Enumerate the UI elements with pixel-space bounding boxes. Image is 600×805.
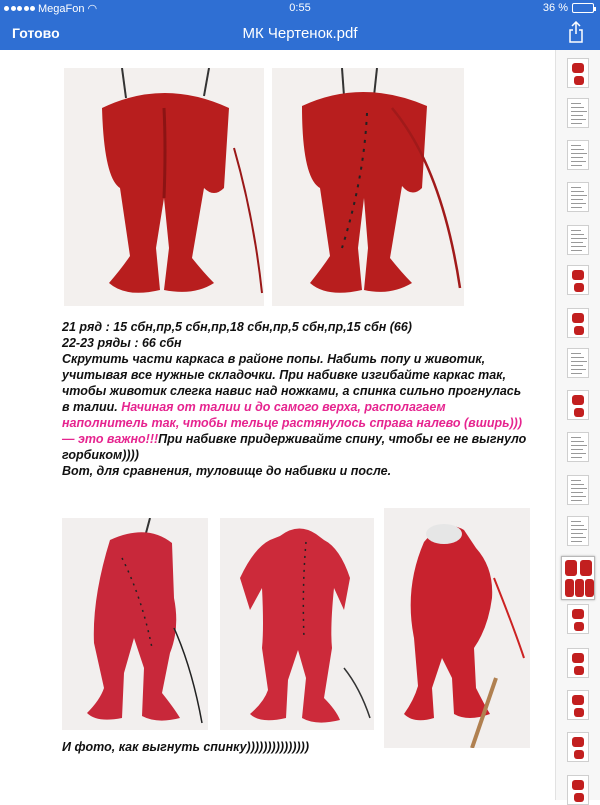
thumbnail-photo	[572, 270, 584, 280]
thumbnail-photo	[572, 63, 584, 73]
thumbnail-text-line	[571, 191, 584, 192]
photo-legs-front	[64, 68, 264, 306]
page-thumbnail[interactable]	[567, 432, 589, 462]
carrier-name: MegaFon	[38, 2, 85, 15]
thumbnail-text-line	[571, 369, 586, 370]
toy-legs-front-image	[64, 68, 264, 306]
page-thumbnail[interactable]	[567, 390, 589, 420]
photo-legs-back	[272, 68, 464, 306]
thumbnail-photo	[572, 313, 584, 323]
thumbnail-text-line	[571, 153, 587, 154]
thumbnail-text-line	[571, 161, 586, 162]
thumbnail-text-line	[571, 500, 582, 501]
page-thumbnail[interactable]	[567, 348, 589, 378]
thumbnail-text-line	[571, 533, 583, 534]
photo-torso-after	[220, 518, 374, 730]
thumbnail-text-line	[571, 103, 581, 104]
instruction-text	[62, 319, 532, 479]
thumbnail-text-line	[571, 242, 583, 243]
nav-bar	[0, 16, 600, 50]
page-thumbnail[interactable]	[567, 140, 589, 170]
thumbnail-text-line	[571, 365, 583, 366]
thumbnail-photo	[572, 695, 584, 705]
document-title: МК Чертенок.pdf	[242, 25, 358, 42]
thumbnail-photo	[572, 780, 584, 790]
pdf-page[interactable]	[0, 50, 555, 800]
page-thumbnail[interactable]	[567, 265, 589, 295]
thumbnail-photo	[574, 666, 584, 675]
toy-torso-before-image	[62, 518, 208, 730]
thumbnail-text-line	[571, 107, 584, 108]
thumbnail-photo	[565, 560, 577, 576]
page-thumbnail[interactable]	[567, 690, 589, 720]
thumbnail-text-line	[571, 230, 581, 231]
thumbnail-text-line	[571, 246, 586, 247]
thumbnail-text-line	[571, 525, 584, 526]
thumbnail-text-line	[571, 195, 587, 196]
thumbnail-photo	[574, 708, 584, 717]
thumbnail-text-line	[571, 437, 581, 438]
thumbnail-photo	[574, 283, 584, 292]
thumbnail-text-line	[571, 234, 584, 235]
thumbnail-photo	[572, 653, 584, 663]
thumbnail-photo	[585, 579, 594, 597]
thumbnail-photo	[574, 622, 584, 631]
thumbnail-photo	[572, 609, 584, 619]
battery-indicator	[543, 2, 594, 14]
thumbnail-text-line	[571, 445, 587, 446]
battery-percent: 36 %	[542, 2, 568, 14]
thumbnail-text-line	[571, 250, 582, 251]
stuffing-instructions	[62, 351, 532, 463]
thumbnail-text-line	[571, 157, 583, 158]
thumbnail-text-line	[571, 484, 584, 485]
thumbnail-text-line	[571, 357, 584, 358]
page-thumbnail[interactable]	[567, 475, 589, 505]
thumbnail-text-line	[571, 373, 582, 374]
photo-torso-before	[62, 518, 208, 730]
status-time: 0:55	[289, 2, 311, 14]
thumbnail-text-line	[571, 203, 586, 204]
thumbnail-text-line	[571, 123, 582, 124]
thumbnail-text-line	[571, 521, 581, 522]
thumbnail-photo	[574, 326, 584, 335]
thumbnail-text-line	[571, 541, 582, 542]
thumbnail-text-line	[571, 207, 582, 208]
page-thumbnail[interactable]	[561, 556, 595, 600]
page-thumbnail-sidebar[interactable]	[555, 50, 600, 800]
stuffing-text-part2: При набивке придерживайте спину, чтобы ее не выгнуло горбиком))))	[62, 432, 527, 462]
thumbnail-photo	[565, 579, 574, 597]
thumbnail-text-line	[571, 238, 587, 239]
thumbnail-text-line	[571, 353, 581, 354]
row-21-text: 21 ряд : 15 сбн,пр,5 сбн,пр,18 сбн,пр,5 сбн,пр,15 сбн (66)	[62, 320, 412, 334]
thumbnail-text-line	[571, 165, 582, 166]
thumbnail-photo	[574, 76, 584, 85]
toy-torso-side-image	[384, 508, 530, 748]
thumbnail-text-line	[571, 496, 586, 497]
page-thumbnail[interactable]	[567, 58, 589, 88]
bottom-caption: И фото, как выгнуть спинку)))))))))))))))	[62, 740, 309, 754]
stuffing-text-part1: Скрутить части каркаса в районе попы. Набить попу и животик, учитывая все нужные складочки. При набивке изгибайте каркас так, чтобы животик слегка навис над ножками, а спинка сильно прогнулась в талии.	[62, 352, 522, 414]
thumbnail-photo	[572, 737, 584, 747]
thumbnail-text-line	[571, 145, 581, 146]
thumbnail-photo	[575, 579, 584, 597]
thumbnail-text-line	[571, 441, 584, 442]
page-thumbnail[interactable]	[567, 308, 589, 338]
thumbnail-text-line	[571, 361, 587, 362]
page-thumbnail[interactable]	[567, 182, 589, 212]
thumbnail-text-line	[571, 453, 586, 454]
page-thumbnail[interactable]	[567, 516, 589, 546]
thumbnail-photo	[572, 395, 584, 405]
thumbnail-text-line	[571, 529, 587, 530]
thumbnail-photo	[580, 560, 592, 576]
thumbnail-text-line	[571, 115, 583, 116]
thumbnail-text-line	[571, 119, 586, 120]
page-thumbnail[interactable]	[567, 732, 589, 762]
thumbnail-text-line	[571, 537, 586, 538]
wifi-icon: ◠	[87, 3, 98, 15]
thumbnail-text-line	[571, 187, 581, 188]
thumbnail-text-line	[571, 492, 583, 493]
thumbnail-text-line	[571, 111, 587, 112]
battery-icon	[572, 3, 594, 13]
thumbnail-text-line	[571, 449, 583, 450]
done-button[interactable]: Готово	[12, 25, 60, 41]
thumbnail-photo	[574, 793, 584, 802]
thumbnail-text-line	[571, 488, 587, 489]
comparison-text: Вот, для сравнения, туловище до набивки и после.	[62, 464, 392, 478]
page-thumbnail[interactable]	[567, 648, 589, 678]
page-thumbnail[interactable]	[567, 775, 589, 805]
thumbnail-text-line	[571, 199, 583, 200]
row-22-23-text: 22-23 ряды : 66 сбн	[62, 336, 182, 350]
thumbnail-text-line	[571, 457, 582, 458]
thumbnail-text-line	[571, 149, 584, 150]
thumbnail-text-line	[571, 480, 581, 481]
page-thumbnail[interactable]	[567, 225, 589, 255]
stuffing-important-note: Начиная от талии и до самого верха, располагаем наполнитель так, чтобы тельце растянулось справа налево (вширь))) — это важно!!!	[62, 400, 523, 446]
toy-torso-after-image	[220, 518, 374, 730]
page-thumbnail[interactable]	[567, 98, 589, 128]
toy-legs-back-image	[272, 68, 464, 306]
thumbnail-photo	[574, 408, 584, 417]
photo-torso-side	[384, 508, 530, 748]
page-thumbnail[interactable]	[567, 604, 589, 634]
status-bar	[0, 0, 600, 16]
thumbnail-photo	[574, 750, 584, 759]
share-icon[interactable]	[568, 21, 584, 43]
